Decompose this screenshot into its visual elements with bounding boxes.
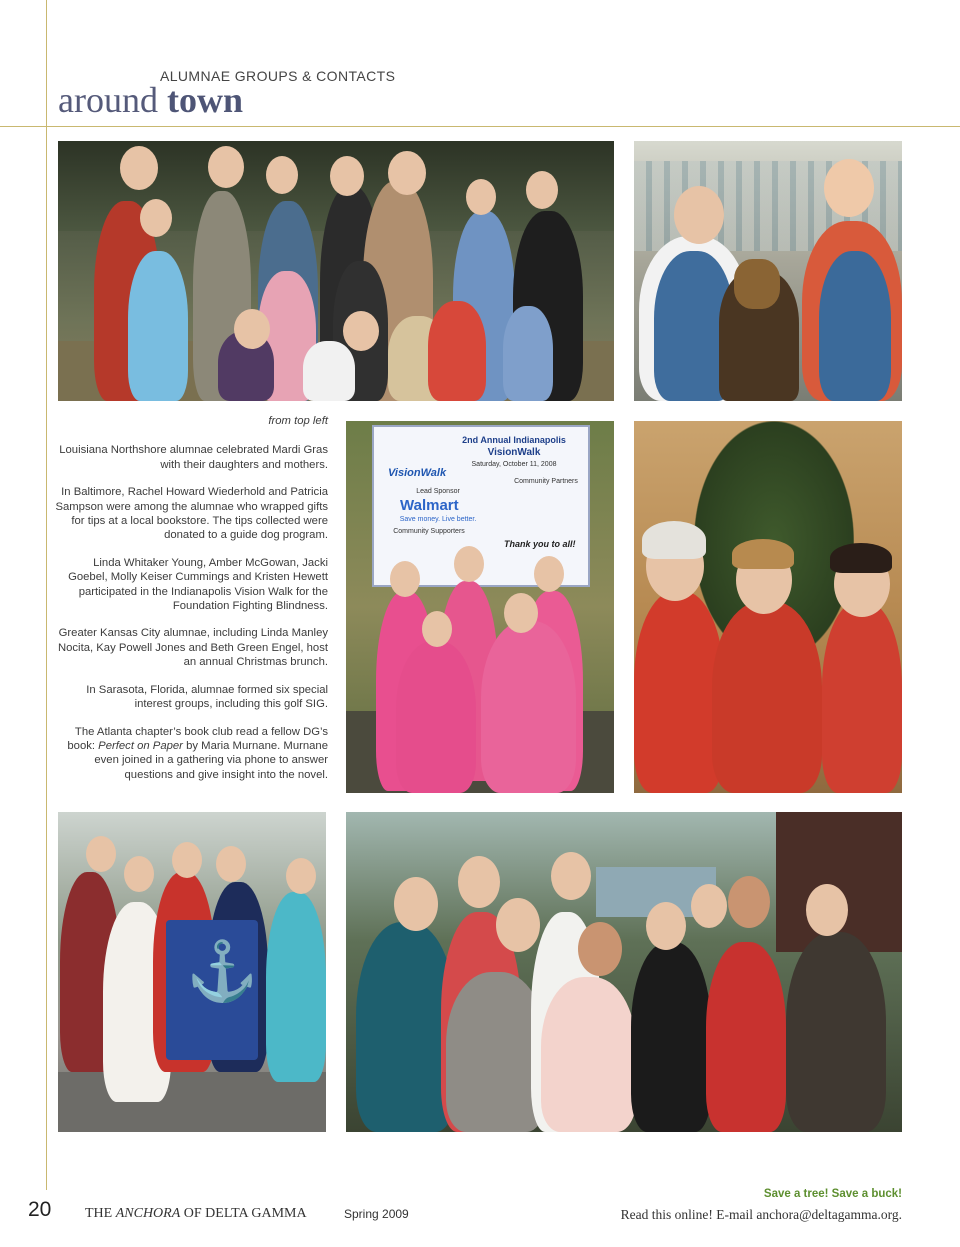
caption-baltimore: In Baltimore, Rachel Howard Wiederhold and Patricia Sampson were among the alumnae who wrapped gifts for tips at a local bookstore. The tips collected were donated to a guide dog program. — [55, 486, 328, 542]
horizontal-rule — [0, 126, 960, 127]
caption-atlanta: The Atlanta chapter’s book club read a fellow DG’s book: Perfect on Paper by Maria Murnane. Murnane even joined in a gathering via phone to answer questions and give insight into the novel. — [67, 725, 328, 781]
caption-indianapolis: Linda Whitaker Young, Amber McGowan, Jacki Goebel, Molly Keiser Cummings and Kristen Hewett participated in the Indianapolis Vision Walk for the Foundation Fighting Blindness. — [68, 556, 328, 613]
caption-louisiana: Louisiana Northshore alumnae celebrated Mardi Gras with their daughters and mothers. — [59, 444, 328, 471]
caption-kansas-city: Greater Kansas City alumnae, including Linda Manley Nocita, Kay Powell Jones and Beth Green Engel, host an annual Christmas brunch. — [57, 627, 328, 669]
photo-atlanta-book-club — [346, 812, 902, 1132]
vision-walk-sign: 2nd Annual Indianapolis VisionWalk Saturday, October 11, 2008 VisionWalk Lead Sponsor Walmart Save money. Live better. Community Partners Community Supporters Thank you to all! — [372, 425, 590, 587]
photo-indianapolis-vision-walk — [346, 421, 614, 793]
page-title — [58, 80, 243, 120]
photo-kansas-city-christmas — [634, 421, 902, 793]
page-number: 20 — [28, 1198, 52, 1221]
title-word-town: town — [166, 80, 243, 120]
caption-sarasota: In Sarasota, Florida, alumnae formed six special interest groups, including this golf SIG. — [86, 683, 328, 711]
save-tree-note: Save a tree! Save a buck! — [763, 1188, 902, 1200]
anchor-icon: ⚓ — [186, 939, 259, 1004]
photo-mardi-gras-group — [58, 141, 614, 401]
section-label: ALUMNAE GROUPS & CONTACTS — [160, 68, 396, 84]
caption-block — [54, 414, 328, 795]
caption-intro: from top left — [268, 415, 328, 427]
read-online-note: Read this online! E-mail anchora@deltagamma.org. — [620, 1207, 902, 1222]
title-word-around: around — [58, 80, 158, 120]
book-title: Perfect on Paper — [98, 739, 183, 752]
photo-sarasota-golf — [58, 812, 326, 1132]
magazine-title: THE ANCHORA OF DELTA GAMMA — [85, 1206, 307, 1221]
photo-baltimore-bookstore — [634, 141, 902, 401]
vertical-rule — [46, 0, 47, 1190]
issue-date: Spring 2009 — [344, 1207, 409, 1221]
